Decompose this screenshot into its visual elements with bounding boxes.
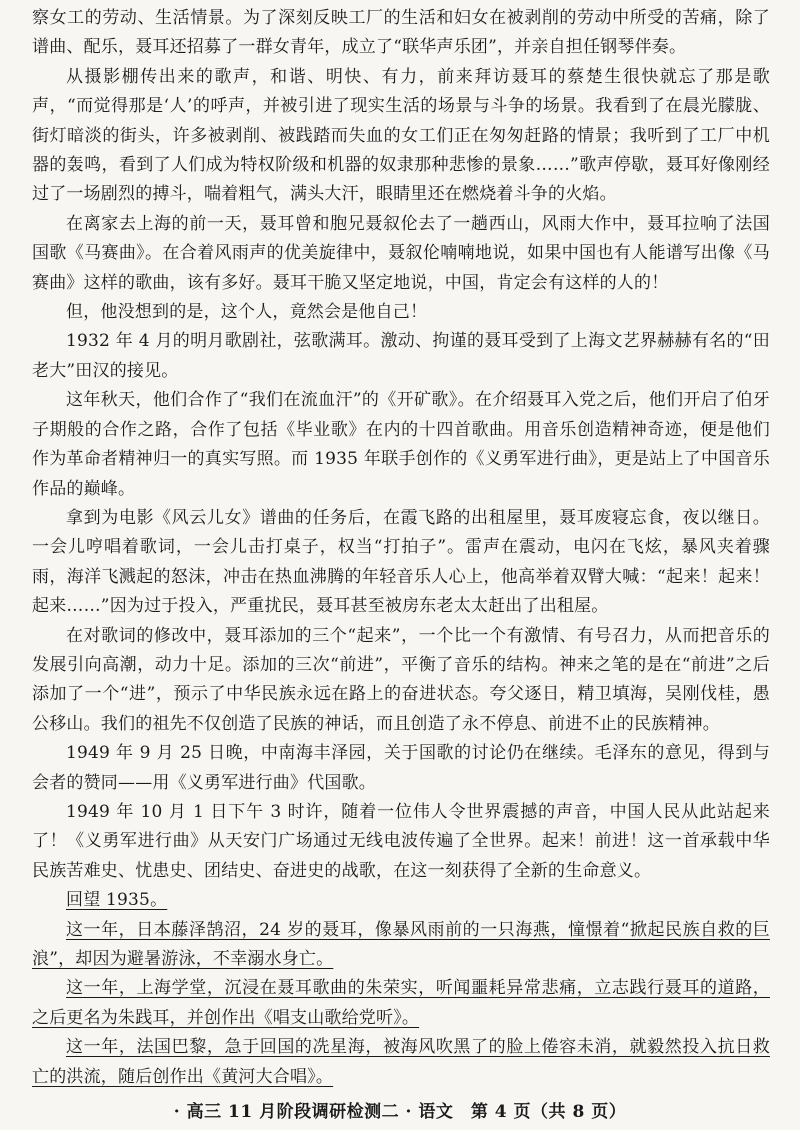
page-footer: · 高三 11 月阶段调研检测二 · 语文 第 4 页（共 8 页）	[173, 1102, 627, 1122]
paragraph-text: 拿到为电影《风云儿女》谱曲的任务后，在霞飞路的出租屋里，聂耳废寝忘食，夜以继日。一会儿哼唱着歌词，一会儿击打桌子，权当“打拍子”。雷声在震动，电闪在飞炫，暴风夹着骤雨，海洋飞溅起的怒沫，冲击在热血沸腾的年轻音乐人心上，他高举着双臂大喊：“起来！起来！起来……”因为过于投入，严重扰民，聂耳甚至被房东老太太赶出了出租屋。	[32, 507, 770, 617]
paragraph	[32, 210, 770, 298]
paragraph	[32, 622, 770, 740]
paragraph	[32, 386, 770, 504]
article-body	[32, 4, 770, 1092]
paragraph-text: 1949 年 9 月 25 日晚，中南海丰泽园，关于国歌的讨论仍在继续。毛泽东的意见，得到与会者的赞同——用《义勇军进行曲》代国歌。	[32, 743, 770, 793]
paragraph-text: 从摄影棚传出来的歌声，和谐、明快、有力，前来拜访聂耳的蔡楚生很快就忘了那是歌声，“而觉得那是‘人’的呼声，并被引进了现实生活的场景与斗争的场景。我看到了在晨光朦胧、街灯暗淡的街头，许多被剥削、被践踏而失血的女工们正在匆匆赶路的情景；我听到了工厂中机器的轰鸣，看到了人们成为特权阶级和机器的奴隶那种悲惨的景象……”歌声停歇，聂耳好像刚经过了一场剧烈的搏斗，喘着粗气，满头大汗，眼睛里还在燃烧着斗争的火焰。	[32, 66, 770, 205]
paragraph	[32, 798, 770, 886]
paragraph-text: 察女工的劳动、生活情景。为了深刻反映工厂的生活和妇女在被剥削的劳动中所受的苦痛，除了谱曲、配乐，聂耳还招募了一群女青年，成立了“联华声乐团”，并亲自担任钢琴伴奏。	[32, 8, 770, 58]
paragraph-text: 1949 年 10 月 1 日下午 3 时许，随着一位伟人令世界震撼的声音，中国人民从此站起来了！《义勇军进行曲》从天安门广场通过无线电波传遍了全世界。起来！前进！这一首承载中华民族苦难史、忧患史、团结史、奋进史的战歌，在这一刻获得了全新的生命意义。	[32, 801, 770, 881]
paragraph-text: 这年秋天，他们合作了“我们在流血汗”的《开矿歌》。在介绍聂耳入党之后，他们开启了伯牙子期般的合作之路，合作了包括《毕业歌》在内的十四首歌曲。用音乐创造精神奇迹，便是他们作为革命者精神归一的真实写照。而 1935 年联手创作的《义勇军进行曲》，更是站上了中国音乐作品的巅峰。	[32, 390, 770, 499]
paragraph-text: 这一年，日本藤泽鹄沼，24 岁的聂耳，像暴风雨前的一只海燕，憧憬着“掀起民族自救的巨浪”，却因为避暑游泳，不幸溺水身亡。	[32, 919, 770, 969]
paragraph-text: 但，他没想到的是，这个人，竟然会是他自己！	[66, 302, 428, 323]
paragraph	[32, 1033, 770, 1092]
paragraph	[32, 504, 770, 622]
paragraph-text: 在离家去上海的前一天，聂耳曾和胞兄聂叙伦去了一趟西山，风雨大作中，聂耳拉响了法国国歌《马赛曲》。在合着风雨声的优美旋律中，聂叙伦喃喃地说，如果中国也有人能谱写出像《马赛曲》这样的歌曲，该有多好。聂耳干脆又坚定地说，中国，肯定会有这样的人的！	[32, 213, 770, 293]
paragraph	[32, 327, 770, 386]
paragraph-text: 在对歌词的修改中，聂耳添加的三个“起来”，一个比一个有激情、有号召力，从而把音乐的发展引向高潮，动力十足。添加的三次“前进”，平衡了音乐的结构。神来之笔的是在“前进”之后添加了一个“进”，预示了中华民族永远在路上的奋进状态。夸父逐日，精卫填海，吴刚伐桂，愚公移山。我们的祖先不仅创造了民族的神话，而且创造了永不停息、前进不止的民族精神。	[32, 625, 770, 734]
paragraph	[32, 298, 770, 327]
paragraph	[32, 63, 770, 210]
paragraph-text: 这一年，上海学堂，沉浸在聂耳歌曲的朱荣实，听闻噩耗异常悲痛，立志践行聂耳的道路，之后更名为朱践耳，并创作出《唱支山歌给党听》。	[32, 978, 770, 1028]
paragraph-text: 这一年，法国巴黎，急于回国的冼星海，被海风吹黑了的脸上倦容未消，就毅然投入抗日救亡的洪流，随后创作出《黄河大合唱》。	[32, 1037, 770, 1087]
paragraph	[32, 916, 770, 975]
paragraph	[32, 886, 770, 915]
paragraph-text: 1932 年 4 月的明月歌剧社，弦歌满耳。激动、拘谨的聂耳受到了上海文艺界赫赫有名的“田老大”田汉的接见。	[32, 331, 770, 381]
paragraph	[32, 739, 770, 798]
paragraph	[32, 974, 770, 1033]
paragraph	[32, 4, 770, 63]
paragraph-text: 回望 1935。	[66, 890, 168, 911]
